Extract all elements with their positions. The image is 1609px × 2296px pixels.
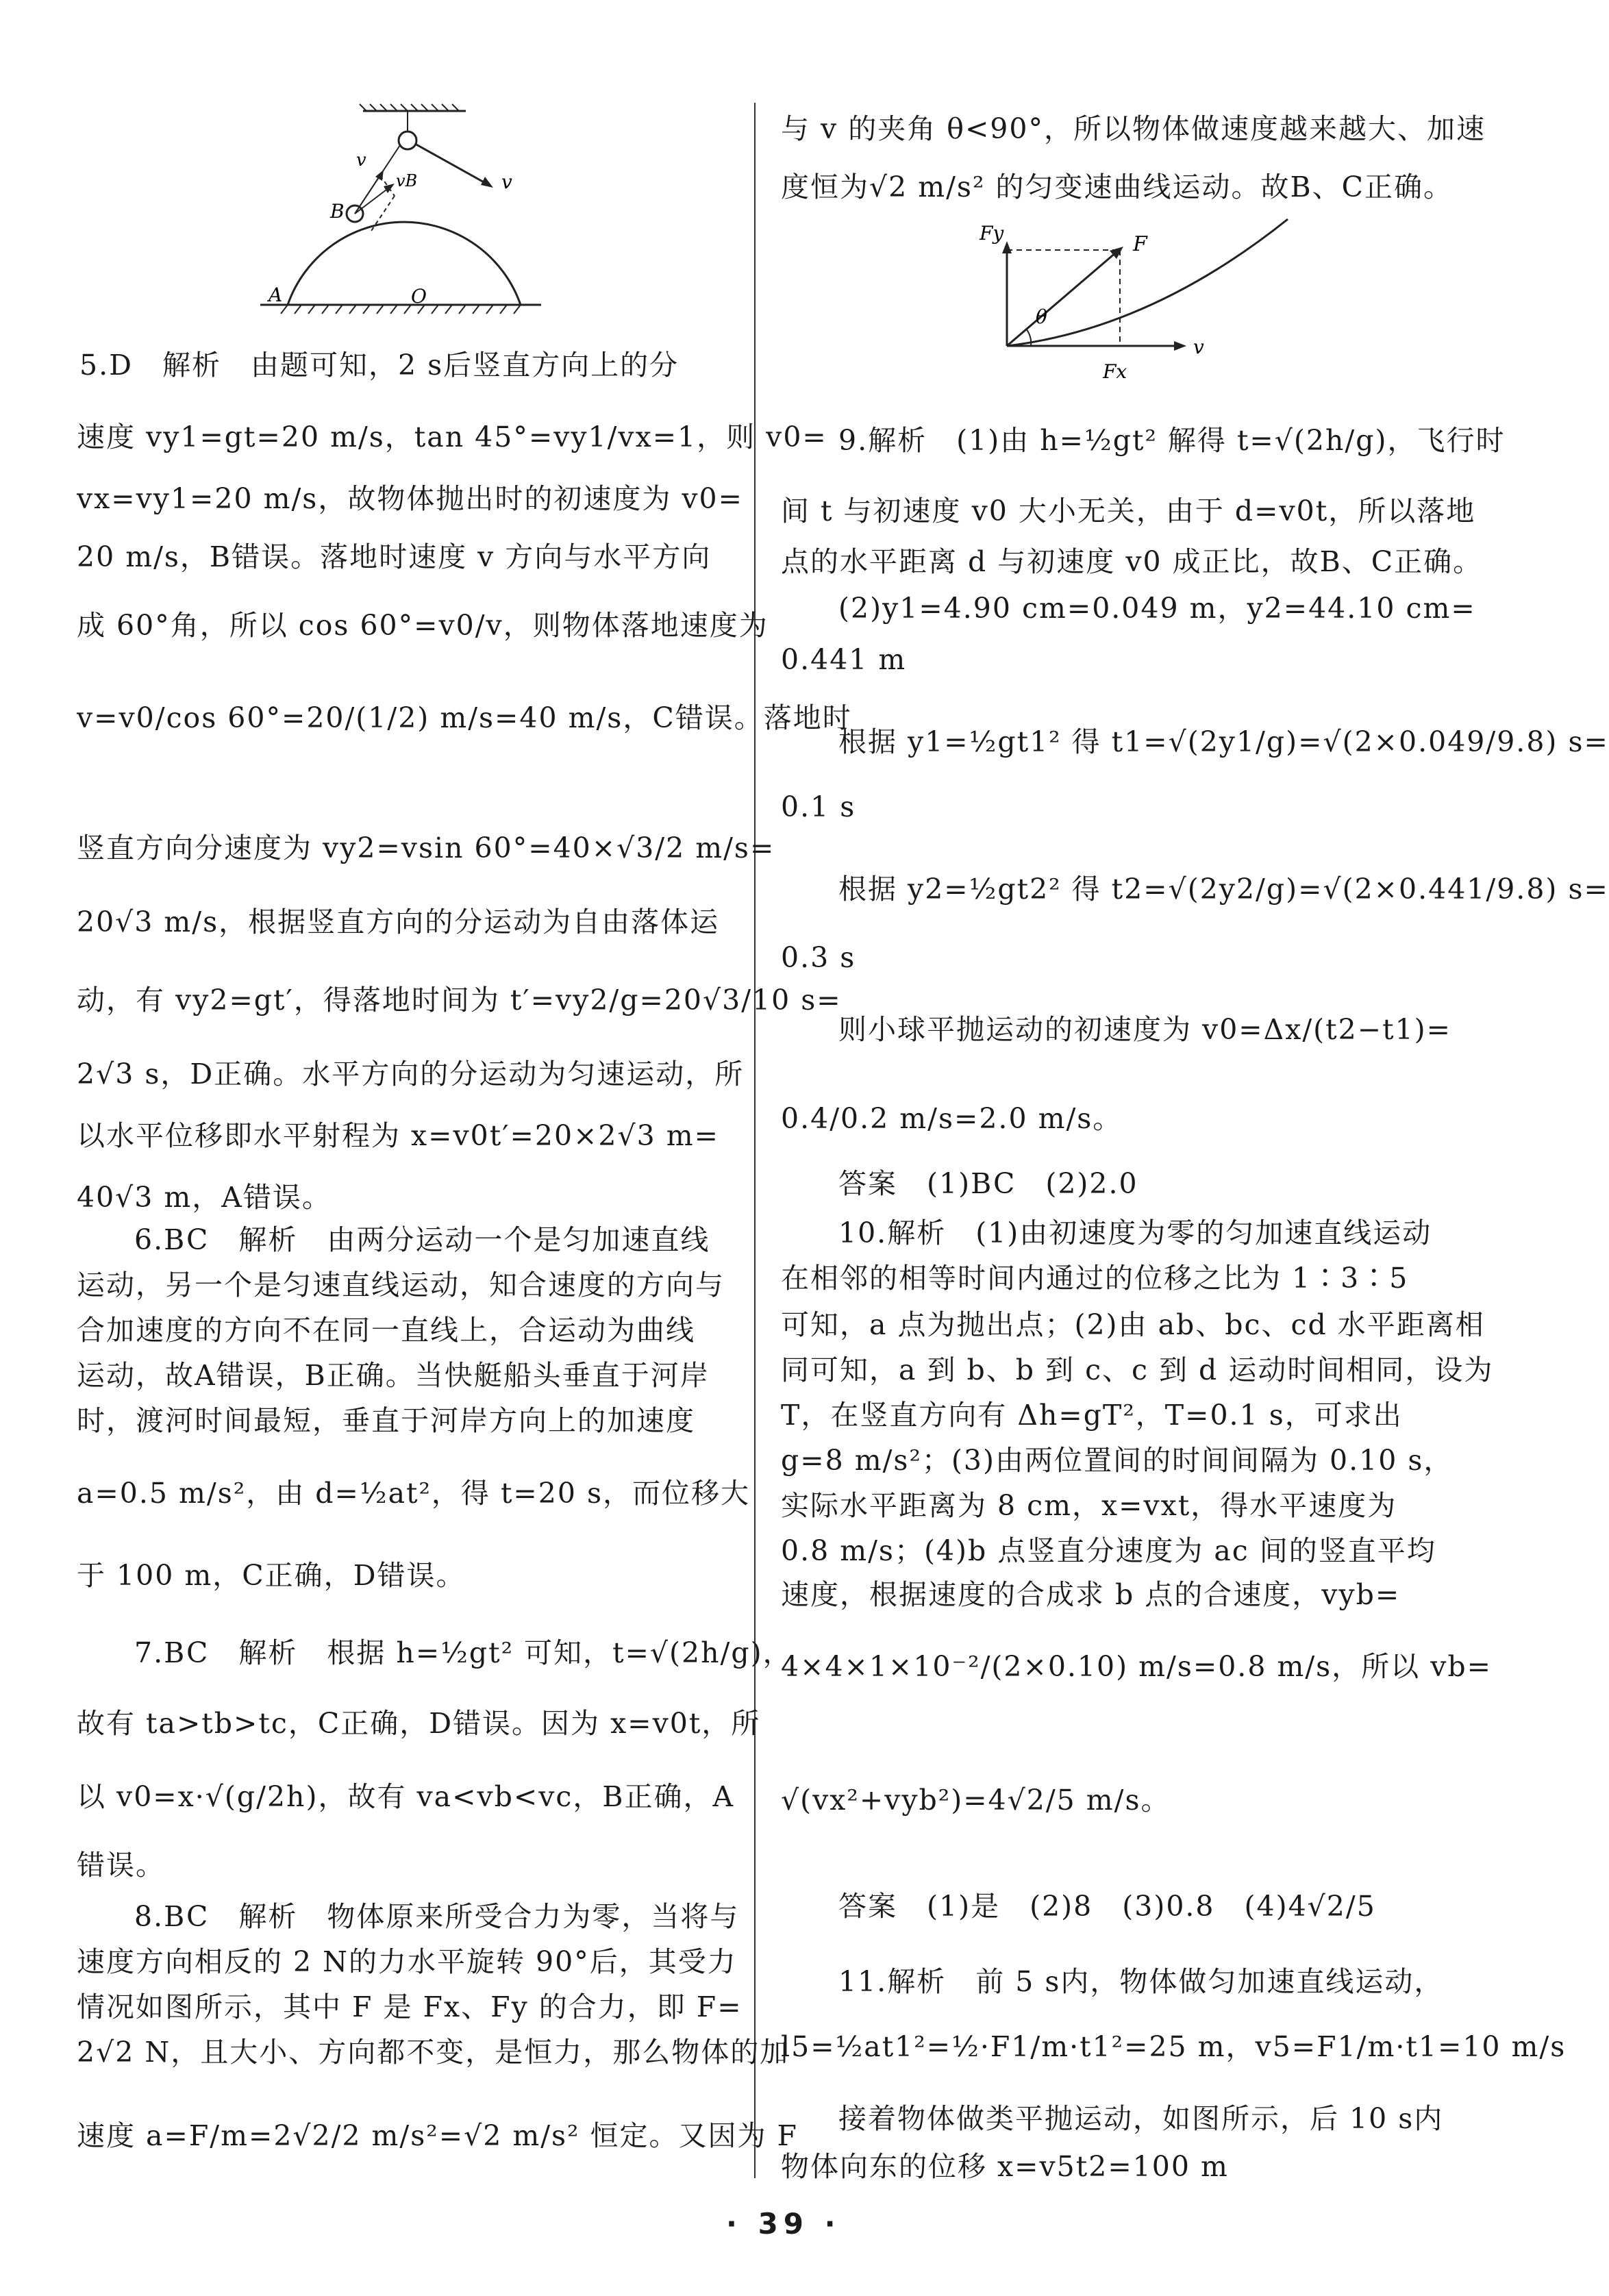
fig1-label-o: O [411,285,427,308]
fig1-label-v-right: v [501,171,512,193]
left-line: 错误。 [77,1849,165,1882]
left-line: 以 v0=x·√(g/2h)，故有 va<vb<vc，B正确，A [77,1780,735,1813]
right-line: 与 v 的夹角 θ<90°，所以物体做速度越来越大、加速 [781,112,1486,145]
fig1-label-b: B [330,200,345,223]
left-line: 6.BC 解析 由两分运动一个是匀加速直线 [134,1223,710,1256]
right-line: 可知，a 点为抛出点；(2)由 ab、bc、cd 水平距离相 [781,1308,1485,1341]
fig1-label-a: A [269,284,283,306]
right-line: 根据 y1=½gt1² 得 t1=√(2y1/g)=√(2×0.049/9.8) s= [838,725,1609,758]
left-line: vx=vy1=20 m/s，故物体抛出时的初速度为 v0= [77,482,743,515]
right-line: 答案 (1)BC (2)2.0 [838,1167,1138,1200]
left-line: 40√3 m，A错误。 [77,1181,332,1214]
left-line: 合加速度的方向不在同一直线上，合运动为曲线 [77,1314,695,1347]
fig1-label-vb: vB [396,171,418,190]
right-line: 则小球平抛运动的初速度为 v0=Δx/(t2−t1)= [838,1013,1451,1046]
right-line: 4×4×1×10⁻²/(2×0.10) m/s=0.8 m/s，所以 vb= [781,1650,1492,1683]
left-line: 情况如图所示，其中 F 是 Fx、Fy 的合力，即 F= [77,1991,743,2023]
left-line: 竖直方向分速度为 vy2=vsin 60°=40×√3/2 m/s= [77,832,775,864]
fig1-label-v-top: v [356,150,366,171]
left-line: 速度 a=F/m=2√2/2 m/s²=√2 m/s² 恒定。又因为 F [77,2119,798,2152]
left-line: 20 m/s，B错误。落地时速度 v 方向与水平方向 [77,540,712,573]
right-line: 11.解析 前 5 s内，物体做匀加速直线运动， [838,1965,1444,1998]
fig2-label-f: F [1133,232,1147,256]
fig2-label-fx: Fx [1103,360,1127,383]
right-line: 物体向东的位移 x=v5t2=100 m [781,2150,1229,2183]
right-line: 根据 y2=½gt2² 得 t2=√(2y2/g)=√(2×0.441/9.8) s= [838,873,1609,906]
right-line: 答案 (1)是 (2)8 (3)0.8 (4)4√2/5 [838,1890,1376,1923]
left-line: 2√3 s，D正确。水平方向的分运动为匀速运动，所 [77,1058,745,1090]
left-line: 速度 vy1=gt=20 m/s，tan 45°=vy1/vx=1，则 v0= [77,421,827,453]
left-line: 运动，故A错误，B正确。当快艇船头垂直于河岸 [77,1359,710,1392]
left-line: 动，有 vy2=gt′，得落地时间为 t′=vy2/g=20√3/10 s= [77,984,842,1016]
right-line: g=8 m/s²；(3)由两位置间的时间间隔为 0.10 s， [781,1444,1454,1477]
right-line: 10.解析 (1)由初速度为零的匀加速直线运动 [838,1216,1432,1249]
figure-semicircle-pulley [260,103,548,322]
right-line: 0.441 m [781,643,907,676]
right-line: √(vx²+vyb²)=4√2/5 m/s。 [781,1784,1171,1817]
left-line: 8.BC 解析 物体原来所受合力为零，当将与 [134,1900,740,1933]
left-line: 20√3 m/s，根据竖直方向的分运动为自由落体运 [77,906,720,938]
right-line: 0.1 s [781,790,856,823]
left-line: 速度方向相反的 2 N的力水平旋转 90°后，其受力 [77,1945,737,1978]
left-line: a=0.5 m/s²，由 d=½at²，得 t=20 s，而位移大 [77,1477,751,1510]
left-line: 时，渡河时间最短，垂直于河岸方向上的加速度 [77,1404,695,1437]
right-line: l5=½at1²=½·F1/m·t1²=25 m，v5=F1/m·t1=10 m/s [781,2030,1567,2063]
right-line: 0.8 m/s；(4)b 点竖直分速度为 ac 间的竖直平均 [781,1534,1436,1567]
left-line: 故有 ta>tb>tc，C正确，D错误。因为 x=v0t，所 [77,1707,761,1740]
page-number: · 39 · [726,2207,841,2241]
fig2-label-v: v [1193,336,1204,358]
left-line: 7.BC 解析 根据 h=½gt² 可知，t=√(2h/g)， [134,1636,793,1669]
column-divider [754,103,756,2178]
left-line: 于 100 m，C正确，D错误。 [77,1559,466,1592]
left-line: 运动，另一个是匀速直线运动，知合速度的方向与 [77,1269,725,1301]
right-line: 度恒为√2 m/s² 的匀变速曲线运动。故B、C正确。 [781,171,1453,203]
left-line: 5.D 解析 由题可知，2 s后竖直方向上的分 [79,349,679,382]
fig2-label-theta: θ [1036,305,1047,328]
right-line: 0.3 s [781,941,856,974]
right-line: 接着物体做类平抛运动，如图所示，后 10 s内 [838,2102,1444,2135]
left-line: 2√2 N，且大小、方向都不变，是恒力，那么物体的加 [77,2036,790,2069]
right-line: T，在竖直方向有 Δh=gT²，T=0.1 s，可求出 [781,1399,1403,1432]
right-line: 0.4/0.2 m/s=2.0 m/s。 [781,1102,1123,1135]
left-line: 成 60°角，所以 cos 60°=v0/v，则物体落地速度为 [77,609,769,642]
right-line: 同可知，a 到 b、b 到 c、c 到 d 运动时间相同，设为 [781,1353,1494,1386]
fig2-label-fy: Fy [980,222,1004,245]
right-line: 实际水平距离为 8 cm，x=vxt，得水平速度为 [781,1489,1397,1522]
left-line: v=v0/cos 60°=20/(1/2) m/s=40 m/s，C错误。落地时 [77,701,852,734]
right-line: (2)y1=4.90 cm=0.049 m，y2=44.10 cm= [838,592,1476,625]
right-line: 9.解析 (1)由 h=½gt² 解得 t=√(2h/g)，飞行时 [838,424,1506,457]
left-line: 以水平位移即水平射程为 x=v0t′=20×2√3 m= [77,1119,719,1152]
right-line: 间 t 与初速度 v0 大小无关，由于 d=v0t，所以落地 [781,495,1476,527]
right-line: 点的水平距离 d 与初速度 v0 成正比，故B、C正确。 [781,545,1483,578]
right-line: 速度，根据速度的合成求 b 点的合速度，vyb= [781,1578,1401,1611]
right-line: 在相邻的相等时间内通过的位移之比为 1∶3∶5 [781,1262,1409,1295]
figure-force-decomposition [980,219,1301,390]
